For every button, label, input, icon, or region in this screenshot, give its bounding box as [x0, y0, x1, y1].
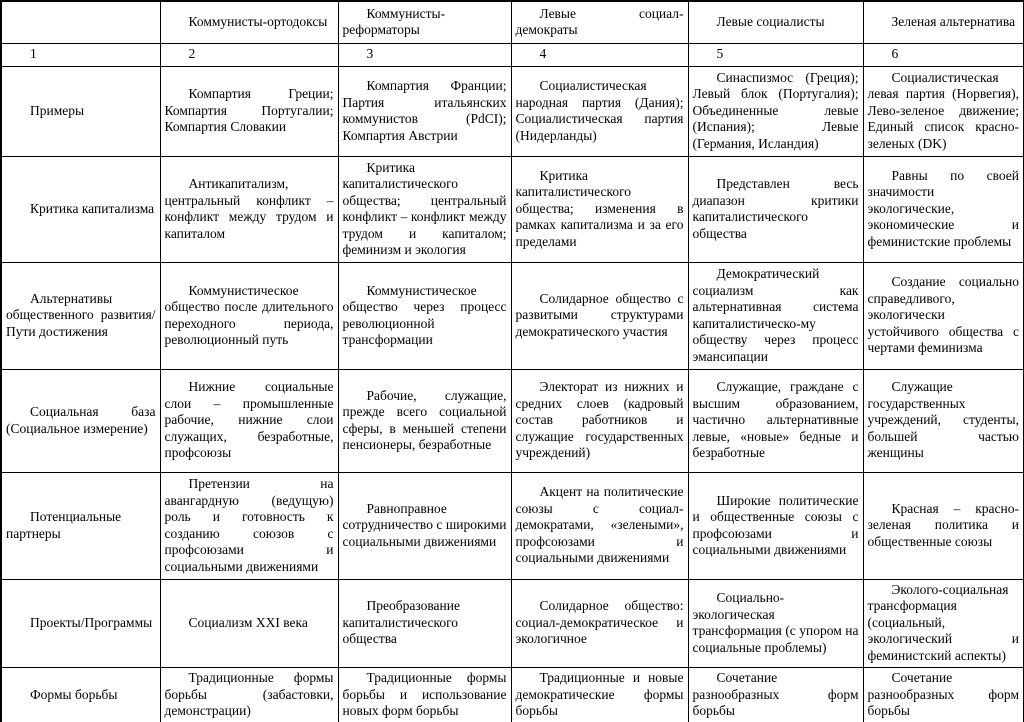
table-cell: Равны по своей значимости экологические, экономические и феминистские проблемы	[863, 156, 1024, 262]
table-cell: Компартия Франции; Партия итальянских коммунистов (PdCI); Компартия Австрии	[338, 66, 511, 156]
row-header-cell: Критика капитализма	[1, 156, 160, 262]
table-cell: Демократический социализм как альтернативная система капиталистическо-му обществу через процесс эмансипации	[688, 262, 863, 369]
column-header-cell: Коммунисты-реформаторы	[338, 1, 511, 43]
table-cell: Акцент на политические союзы с социал-демократами, «зелеными», профсоюзами и социальными движениями	[511, 472, 688, 579]
number-cell: 5	[688, 43, 863, 66]
table-cell: Нижние социальные слои – промышленные рабочие, нижние слои служащих, безработные, профсоюзы	[160, 369, 338, 472]
table-cell: Солидарное общество с развитыми структурами демократического участия	[511, 262, 688, 369]
table-cell: Сочетание разнообразных форм борьбы	[863, 667, 1024, 722]
table-cell: Преобразование капиталистического общества	[338, 579, 511, 667]
table-cell: Красная – красно-зеленая политика и общественные союзы	[863, 472, 1024, 579]
column-header-cell: Левые социалисты	[688, 1, 863, 43]
table-row-projects-programs	[1, 579, 1024, 667]
table-cell: Служащие, граждане с высшим образованием, частично альтернативные левые, «новые» бедные и безработные	[688, 369, 863, 472]
table-cell: Традиционные формы борьбы и использование новых форм борьбы	[338, 667, 511, 722]
table-cell: Сочетание разнообразных форм борьбы	[688, 667, 863, 722]
table-cell: Синаспизмос (Греция); Левый блок (Португалия); Объединенные левые (Испания); Левые (Германия, Исландия)	[688, 66, 863, 156]
column-number-row	[1, 43, 1024, 66]
table-cell: Коммунистическое общество после длительного переходного периода, революционный путь	[160, 262, 338, 369]
row-header-cell: Формы борьбы	[1, 667, 160, 722]
table-cell: Служащие государственных учреждений, студенты, большей частью женщины	[863, 369, 1024, 472]
table-row-examples	[1, 66, 1024, 156]
table-cell: Критика капиталистического общества; изменения в рамках капитализма и за его пределами	[511, 156, 688, 262]
row-header-cell: Проекты/Программы	[1, 579, 160, 667]
number-cell: 1	[1, 43, 160, 66]
table-cell: Эколого-социальная трансформация (социальный, экологический и феминистский аспекты)	[863, 579, 1024, 667]
row-header-cell: Потенциальные партнеры	[1, 472, 160, 579]
table-cell: Равноправное сотрудничество с широкими социальными движениями	[338, 472, 511, 579]
table-row-critique-of-capitalism	[1, 156, 1024, 262]
table-cell: Социально-экологическая трансформация (с упором на социальные проблемы)	[688, 579, 863, 667]
table-header-row	[1, 1, 1024, 43]
number-cell: 2	[160, 43, 338, 66]
table-cell: Создание социально справедливого, экологически устойчивого общества с чертами феминизма	[863, 262, 1024, 369]
column-header-cell: Коммунисты-ортодоксы	[160, 1, 338, 43]
table-cell: Компартия Греции; Компартия Португалии; Компартия Словакии	[160, 66, 338, 156]
row-header-cell: Примеры	[1, 66, 160, 156]
table-cell: Традиционные и новые демократические формы борьбы	[511, 667, 688, 722]
number-cell: 3	[338, 43, 511, 66]
table-cell: Критика капиталистического общества; центральный конфликт – конфликт между трудом и капиталом; феминизм и экология	[338, 156, 511, 262]
table-cell: Широкие политические и общественные союзы с профсоюзами и социальными движениями	[688, 472, 863, 579]
table-cell: Солидарное общество: социал-демократическое и экологичное	[511, 579, 688, 667]
table-cell: Рабочие, служащие, прежде всего социальной сферы, в меньшей степени пенсионеры, безработные	[338, 369, 511, 472]
table-cell: Социализм XXI века	[160, 579, 338, 667]
table-cell: Электорат из нижних и средних слоев (кадровый состав работников и служащие государственных учреждений)	[511, 369, 688, 472]
table-cell: Претензии на авангардную (ведущую) роль и готовность к созданию союзов с профсоюзами и социальными движениями	[160, 472, 338, 579]
number-cell: 6	[863, 43, 1024, 66]
table-cell: Традиционные формы борьбы (забастовки, демонстрации)	[160, 667, 338, 722]
column-header-cell: Левые социал-демократы	[511, 1, 688, 43]
table-cell: Представлен весь диапазон критики капиталистического общества	[688, 156, 863, 262]
table-cell: Коммунистическое общество через процесс революционной трансформации	[338, 262, 511, 369]
row-header-cell: Социальная база (Социальное измерение)	[1, 369, 160, 472]
table-row-social-base	[1, 369, 1024, 472]
table-row-forms-of-struggle	[1, 667, 1024, 722]
table-cell: Антикапитализм, центральный конфликт – конфликт между трудом и капиталом	[160, 156, 338, 262]
column-header-cell-empty	[1, 1, 160, 43]
column-header-cell: Зеленая альтернатива	[863, 1, 1024, 43]
table-row-alternatives	[1, 262, 1024, 369]
table-row-potential-partners	[1, 472, 1024, 579]
number-cell: 4	[511, 43, 688, 66]
table-cell: Социалистическая народная партия (Дания); Социалистическая партия (Нидерланды)	[511, 66, 688, 156]
row-header-cell: Альтернативы общественного развития/ Пути достижения	[1, 262, 160, 369]
table-cell: Социалистическая левая партия (Норвегия), Лево-зеленое движение; Единый список красно-зеленых (DK)	[863, 66, 1024, 156]
